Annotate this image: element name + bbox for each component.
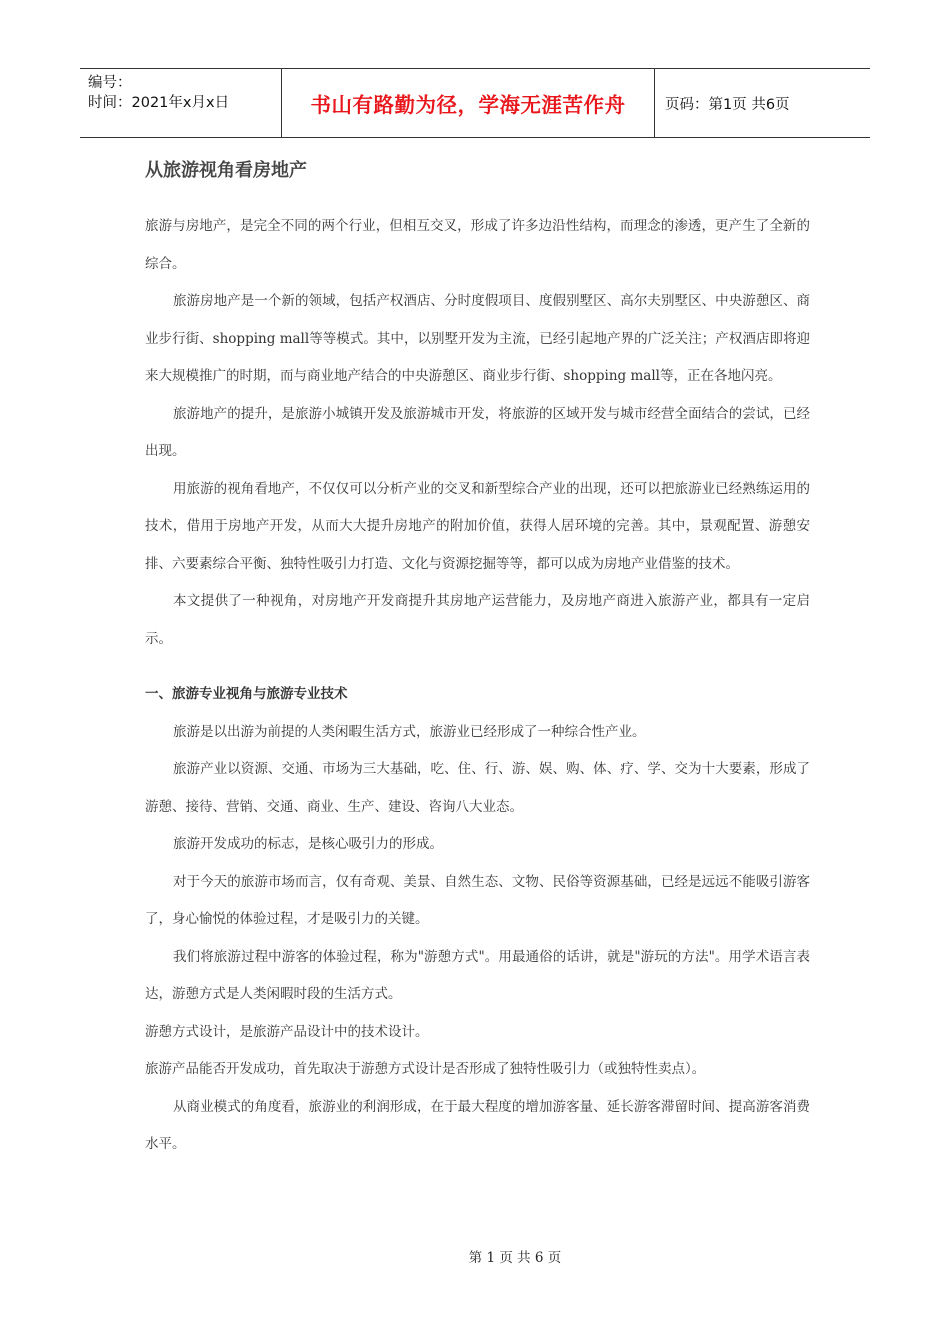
motto: 书山有路勤为径，学海无涯苦作舟: [310, 93, 626, 117]
paragraph: 旅游是以出游为前提的人类闲暇生活方式，旅游业已经形成了一种综合性产业。: [173, 723, 646, 740]
section-heading: 一、旅游专业视角与旅游专业技术: [145, 686, 348, 702]
document-title: 从旅游视角看房地产: [145, 160, 307, 181]
page-footer: 第 1 页 共 6 页: [468, 1250, 562, 1266]
header-motto-cell: [282, 69, 655, 137]
header-meta-cell: [80, 69, 282, 137]
header-table: [80, 68, 870, 138]
paragraph: 从商业模式的角度看，旅游业的利润形成，在于最大程度的增加游客量、延长游客滞留时间、提高游客消费水平。: [145, 1098, 810, 1152]
paragraph: 旅游产业以资源、交通、市场为三大基础，吃、住、行、游、娱、购、体、疗、学、交为十大要素，形成了游憩、接待、营销、交通、商业、生产、建设、咨询八大业态。: [145, 761, 810, 815]
paragraph: 用旅游的视角看地产，不仅仅可以分析产业的交叉和新型综合产业的出现，还可以把旅游业已经熟练运用的技术，借用于房地产开发，从而大大提升房地产的附加价值，获得人居环境的完善。其中，景观配置、游憩安排、六要素综合平衡、独特性吸引力打造、文化与资源挖掘等等，都可以成为房地产业借鉴的技术。: [145, 480, 810, 572]
paragraph: 旅游地产的提升，是旅游小城镇开发及旅游城市开发，将旅游的区域开发与城市经营全面结合的尝试，已经出现。: [145, 405, 810, 459]
paragraph: 旅游产品能否开发成功，首先取决于游憩方式设计是否形成了独特性吸引力（或独特性卖点）。: [145, 1061, 706, 1077]
page-info: 页码：第1页 共6页: [665, 96, 790, 113]
document-body: [145, 156, 810, 1164]
paragraph: 对于今天的旅游市场而言，仅有奇观、美景、自然生态、文物、民俗等资源基础，已经是远远不能吸引游客了，身心愉悦的体验过程，才是吸引力的关键。: [145, 873, 810, 927]
paragraph: 我们将旅游过程中游客的体验过程，称为"游憩方式"。用最通俗的话讲，就是"游玩的方法"。用学术语言表达，游憩方式是人类闲暇时段的生活方式。: [145, 948, 810, 1002]
paragraph: 旅游与房地产，是完全不同的两个行业，但相互交叉，形成了许多边沿性结构，而理念的渗透，更产生了全新的综合。: [145, 218, 810, 272]
paragraph: 旅游开发成功的标志，是核心吸引力的形成。: [173, 836, 443, 852]
header-page-cell: [655, 69, 870, 137]
paragraph: 游憩方式设计，是旅游产品设计中的技术设计。: [145, 1023, 429, 1040]
number-label: 编号：: [88, 75, 132, 91]
paragraph: 本文提供了一种视角，对房地产开发商提升其房地产运营能力，及房地产商进入旅游产业，都具有一定启示。: [145, 593, 810, 647]
date-label: 时间：2021年x月x日: [88, 95, 230, 111]
paragraph: 旅游房地产是一个新的领域，包括产权酒店、分时度假项目、度假别墅区、高尔夫别墅区、中央游憩区、商业步行街、shopping mall等等模式。其中，以别墅开发为主流，已经引起地产界的广泛关注；产权酒店即将迎来大规模推广的时期，而与商业地产结合的中央游憩区、商业步行街、shopping mall等，正在各地闪亮。: [145, 293, 810, 384]
